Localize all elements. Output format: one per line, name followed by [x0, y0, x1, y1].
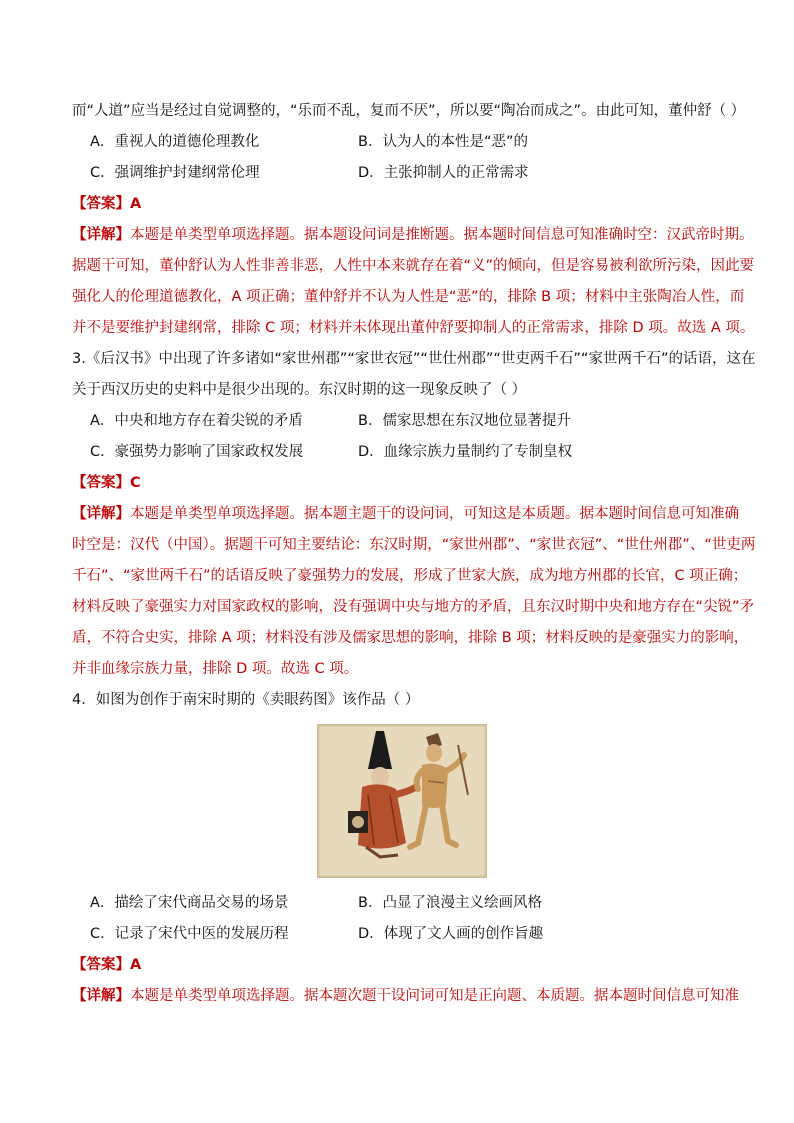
- q4-figure-wrap: [72, 724, 732, 878]
- q3-detail-line-1: 【详解】本题是单类型单项选择题。据本题主题干的设问词，可知这是本质题。据本题时间信息可知准确: [72, 506, 739, 522]
- q3-answer-label: 【答案】: [72, 475, 130, 491]
- q3-detail-label: 【详解】: [72, 506, 130, 522]
- q4-detail-line-1: 【详解】本题是单类型单项选择题。据本题次题干设问词可知是正向题、本质题。据本题时间信息可知准: [72, 988, 739, 1004]
- q3-answer-value: C: [130, 475, 141, 491]
- q4-option-b[interactable]: B．凸显了浪漫主义绘画风格: [358, 895, 542, 911]
- q2-option-a[interactable]: A．重视人的道德伦理教化: [90, 134, 260, 150]
- q3-answer: [72, 468, 732, 499]
- q2-answer-value: A: [130, 196, 142, 212]
- q3-option-b[interactable]: B．儒家思想在东汉地位显著提升: [358, 413, 571, 429]
- q2-options-row-1: [72, 127, 732, 158]
- q2-option-b[interactable]: B．认为人的本性是“恶”的: [358, 134, 528, 150]
- q3-stem-line-1: 3.《后汉书》中出现了许多诸如“家世州郡”“家世衣冠”“世仕州郡”“世吏两千石”“家世两千石”的话语，这在: [72, 351, 756, 367]
- q2-stem: 而“人道”应当是经过自觉调整的，“乐而不乱，复而不厌”，所以要“陶冶而成之”。由此可知，董仲舒（ ）: [72, 103, 746, 119]
- painting-illustration: [318, 725, 486, 877]
- q2-options-row-2: [72, 158, 732, 189]
- q3-detail-line-4: 材料反映了豪强实力对国家政权的影响，没有强调中央与地方的矛盾，且东汉时期中央和地方存在“尖锐”矛: [72, 599, 755, 615]
- q4-options-row-2: [72, 919, 732, 950]
- q3-detail-line-5: 盾，不符合史实，排除 A 项；材料没有涉及儒家思想的影响，排除 B 项；材料反映的是豪强实力的影响，: [72, 630, 749, 646]
- q4-option-d[interactable]: D．体现了文人画的创作旨趣: [358, 926, 544, 942]
- q3-stem-line-2: 关于西汉历史的史料中是很少出现的。东汉时期的这一现象反映了（ ）: [72, 382, 527, 398]
- q2-detail-line-3: 强化人的伦理道德教化，A 项正确；董仲舒并不认为人性是“恶”的，排除 B 项；材料中主张陶冶人性，而: [72, 289, 745, 305]
- q2-detail-line-1: 【详解】本题是单类型单项选择题。据本题设问词是推断题。据本题时间信息可知准确时空：汉武帝时期。: [72, 227, 754, 243]
- q3-option-d[interactable]: D．血缘宗族力量制约了专制皇权: [358, 444, 573, 460]
- q2-answer-label: 【答案】: [72, 196, 130, 212]
- q2-detail-line-2: 据题干可知，董仲舒认为人性非善非恶，人性中本来就存在着“义”的倾向，但是容易被利欲所污染，因此要: [72, 258, 755, 274]
- q4-stem: 4．如图为创作于南宋时期的《卖眼药图》该作品（ ）: [72, 692, 420, 708]
- q4-options-row-1: [72, 888, 732, 919]
- q2-answer: [72, 189, 732, 220]
- q2-detail-label: 【详解】: [72, 227, 130, 243]
- q4-answer-value: A: [130, 957, 142, 973]
- q3-option-c[interactable]: C．豪强势力影响了国家政权发展: [90, 444, 304, 460]
- eye-medicine-painting-image: [317, 724, 487, 878]
- q3-options-row-1: [72, 406, 732, 437]
- q3-option-a[interactable]: A．中央和地方存在着尖锐的矛盾: [90, 413, 303, 429]
- q4-detail-label: 【详解】: [72, 988, 130, 1004]
- document-page: [72, 96, 756, 1012]
- q2-option-c[interactable]: C．强调维护封建纲常伦理: [90, 165, 260, 181]
- q3-detail-line-3: 千石”、“家世两千石”的话语反映了豪强势力的发展，形成了世家大族，成为地方州郡的长官，C 项正确；: [72, 568, 748, 584]
- q4-answer: [72, 950, 732, 981]
- q4-option-c[interactable]: C．记录了宋代中医的发展历程: [90, 926, 289, 942]
- q3-detail-line-2: 时空是：汉代（中国）。据题干可知主要结论：东汉时期，“家世州郡”、“家世衣冠”、“世仕州郡”、“世吏两: [72, 537, 756, 553]
- q3-detail-line-6: 并非血缘宗族力量，排除 D 项。故选 C 项。: [72, 661, 359, 677]
- q2-option-d[interactable]: D．主张抑制人的正常需求: [358, 165, 529, 181]
- q2-detail-line-4: 并不是要维护封建纲常，排除 C 项；材料并未体现出董仲舒要抑制人的正常需求，排除 D 项。故选 A 项。: [72, 320, 755, 336]
- q3-options-row-2: [72, 437, 732, 468]
- q4-answer-label: 【答案】: [72, 957, 130, 973]
- q4-option-a[interactable]: A．描绘了宋代商品交易的场景: [90, 895, 289, 911]
